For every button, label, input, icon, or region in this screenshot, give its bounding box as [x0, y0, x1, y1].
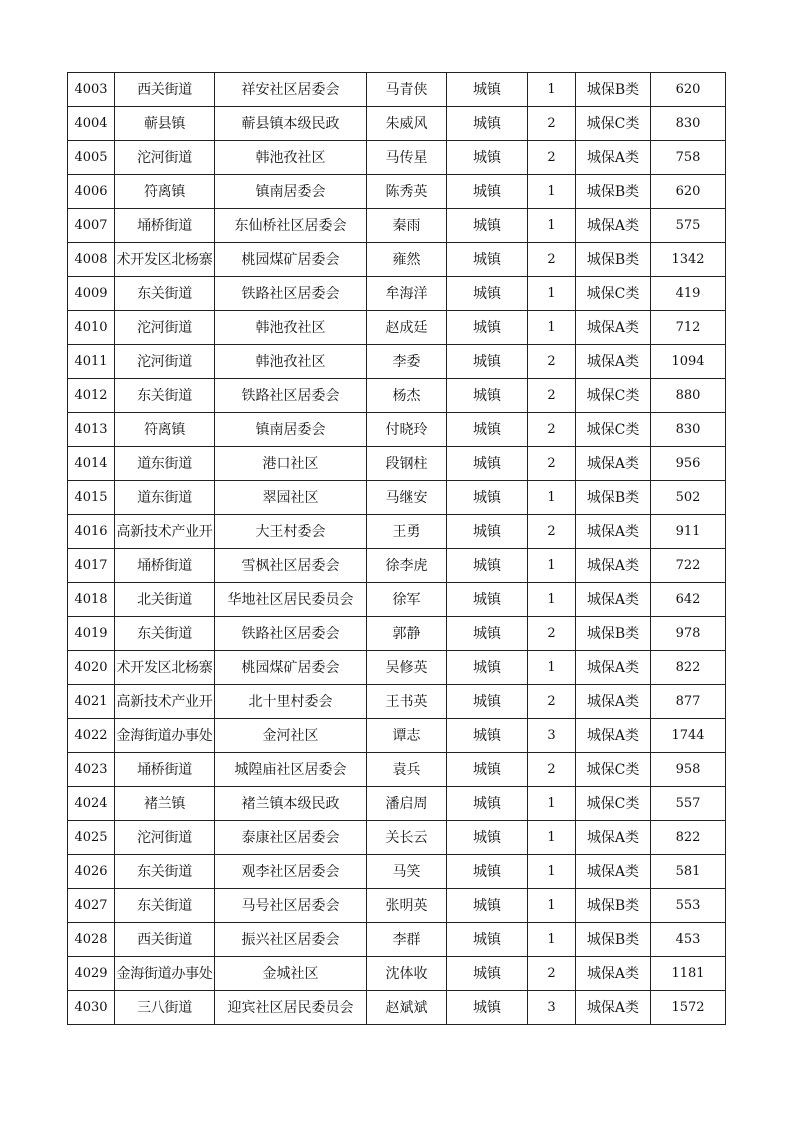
- cell-area: 城镇: [447, 583, 528, 617]
- cell-name: 付晓玲: [367, 413, 447, 447]
- cell-category: 城保A类: [576, 855, 651, 889]
- cell-category: 城保A类: [576, 583, 651, 617]
- cell-category: 城保A类: [576, 651, 651, 685]
- cell-street: 符离镇: [115, 175, 215, 209]
- table-row: [68, 277, 726, 311]
- cell-id: 4010: [68, 311, 115, 345]
- cell-name: 李委: [367, 345, 447, 379]
- cell-area: 城镇: [447, 787, 528, 821]
- cell-community: 桃园煤矿居委会: [215, 651, 367, 685]
- cell-id: 4007: [68, 209, 115, 243]
- cell-count: 1: [528, 821, 576, 855]
- table-row: [68, 957, 726, 991]
- cell-area: 城镇: [447, 73, 528, 107]
- cell-amount: 712: [651, 311, 726, 345]
- cell-id: 4025: [68, 821, 115, 855]
- cell-name: 徐李虎: [367, 549, 447, 583]
- cell-community: 金城社区: [215, 957, 367, 991]
- cell-amount: 557: [651, 787, 726, 821]
- table-row: [68, 379, 726, 413]
- cell-name: 王勇: [367, 515, 447, 549]
- cell-amount: 553: [651, 889, 726, 923]
- table-row: [68, 787, 726, 821]
- cell-street: 埇桥街道: [115, 549, 215, 583]
- cell-category: 城保B类: [576, 889, 651, 923]
- cell-name: 关长云: [367, 821, 447, 855]
- cell-community: 金河社区: [215, 719, 367, 753]
- cell-amount: 642: [651, 583, 726, 617]
- cell-category: 城保B类: [576, 923, 651, 957]
- cell-amount: 1342: [651, 243, 726, 277]
- cell-count: 3: [528, 991, 576, 1025]
- cell-amount: 1094: [651, 345, 726, 379]
- cell-street: 沱河街道: [115, 821, 215, 855]
- cell-category: 城保A类: [576, 515, 651, 549]
- cell-street: 三八街道: [115, 991, 215, 1025]
- cell-name: 沈体收: [367, 957, 447, 991]
- cell-area: 城镇: [447, 617, 528, 651]
- cell-area: 城镇: [447, 481, 528, 515]
- cell-area: 城镇: [447, 175, 528, 209]
- cell-category: 城保C类: [576, 277, 651, 311]
- cell-count: 2: [528, 447, 576, 481]
- table-row: [68, 413, 726, 447]
- cell-street: 高新技术产业开: [115, 515, 215, 549]
- cell-community: 北十里村委会: [215, 685, 367, 719]
- cell-category: 城保A类: [576, 311, 651, 345]
- table-row: [68, 753, 726, 787]
- cell-id: 4028: [68, 923, 115, 957]
- cell-name: 张明英: [367, 889, 447, 923]
- cell-category: 城保C类: [576, 753, 651, 787]
- cell-area: 城镇: [447, 923, 528, 957]
- cell-name: 马继安: [367, 481, 447, 515]
- cell-amount: 830: [651, 413, 726, 447]
- cell-category: 城保B类: [576, 73, 651, 107]
- cell-category: 城保B类: [576, 243, 651, 277]
- cell-amount: 502: [651, 481, 726, 515]
- table-row: [68, 651, 726, 685]
- cell-category: 城保A类: [576, 991, 651, 1025]
- cell-id: 4016: [68, 515, 115, 549]
- cell-category: 城保B类: [576, 481, 651, 515]
- cell-area: 城镇: [447, 107, 528, 141]
- cell-street: 东关街道: [115, 617, 215, 651]
- cell-community: 华地社区居民委员会: [215, 583, 367, 617]
- cell-category: 城保A类: [576, 821, 651, 855]
- cell-count: 1: [528, 209, 576, 243]
- cell-area: 城镇: [447, 413, 528, 447]
- cell-area: 城镇: [447, 651, 528, 685]
- table-row: [68, 821, 726, 855]
- cell-name: 秦雨: [367, 209, 447, 243]
- cell-area: 城镇: [447, 447, 528, 481]
- cell-community: 韩池孜社区: [215, 345, 367, 379]
- cell-amount: 822: [651, 821, 726, 855]
- cell-area: 城镇: [447, 685, 528, 719]
- cell-amount: 830: [651, 107, 726, 141]
- table-row: [68, 685, 726, 719]
- cell-amount: 911: [651, 515, 726, 549]
- cell-count: 1: [528, 889, 576, 923]
- cell-category: 城保A类: [576, 957, 651, 991]
- cell-count: 1: [528, 311, 576, 345]
- cell-street: 蕲县镇: [115, 107, 215, 141]
- table-row: [68, 719, 726, 753]
- cell-name: 朱威风: [367, 107, 447, 141]
- cell-name: 袁兵: [367, 753, 447, 787]
- cell-name: 吴修英: [367, 651, 447, 685]
- cell-id: 4029: [68, 957, 115, 991]
- cell-community: 韩池孜社区: [215, 141, 367, 175]
- cell-count: 2: [528, 107, 576, 141]
- cell-community: 大王村委会: [215, 515, 367, 549]
- cell-count: 1: [528, 175, 576, 209]
- cell-id: 4021: [68, 685, 115, 719]
- table-row: [68, 617, 726, 651]
- cell-area: 城镇: [447, 379, 528, 413]
- cell-count: 1: [528, 481, 576, 515]
- cell-id: 4015: [68, 481, 115, 515]
- cell-count: 2: [528, 379, 576, 413]
- cell-community: 城隍庙社区居委会: [215, 753, 367, 787]
- cell-area: 城镇: [447, 311, 528, 345]
- cell-amount: 1744: [651, 719, 726, 753]
- cell-id: 4008: [68, 243, 115, 277]
- table-row: [68, 923, 726, 957]
- cell-count: 2: [528, 617, 576, 651]
- cell-community: 铁路社区居委会: [215, 277, 367, 311]
- cell-amount: 620: [651, 175, 726, 209]
- cell-area: 城镇: [447, 243, 528, 277]
- cell-category: 城保C类: [576, 379, 651, 413]
- cell-community: 铁路社区居委会: [215, 617, 367, 651]
- cell-street: 术开发区北杨寨: [115, 243, 215, 277]
- cell-community: 蕲县镇本级民政: [215, 107, 367, 141]
- cell-id: 4027: [68, 889, 115, 923]
- cell-street: 金海街道办事处: [115, 719, 215, 753]
- cell-id: 4024: [68, 787, 115, 821]
- cell-count: 1: [528, 787, 576, 821]
- table-body: [68, 73, 726, 1025]
- cell-community: 祥安社区居委会: [215, 73, 367, 107]
- cell-street: 沱河街道: [115, 141, 215, 175]
- cell-id: 4017: [68, 549, 115, 583]
- cell-id: 4004: [68, 107, 115, 141]
- cell-name: 李群: [367, 923, 447, 957]
- cell-count: 1: [528, 277, 576, 311]
- cell-street: 高新技术产业开: [115, 685, 215, 719]
- cell-name: 谭志: [367, 719, 447, 753]
- cell-amount: 722: [651, 549, 726, 583]
- cell-amount: 1181: [651, 957, 726, 991]
- cell-street: 符离镇: [115, 413, 215, 447]
- cell-id: 4009: [68, 277, 115, 311]
- cell-name: 潘启周: [367, 787, 447, 821]
- cell-area: 城镇: [447, 277, 528, 311]
- cell-amount: 1572: [651, 991, 726, 1025]
- cell-name: 徐军: [367, 583, 447, 617]
- cell-id: 4019: [68, 617, 115, 651]
- cell-count: 3: [528, 719, 576, 753]
- cell-name: 杨杰: [367, 379, 447, 413]
- cell-community: 东仙桥社区居委会: [215, 209, 367, 243]
- cell-amount: 620: [651, 73, 726, 107]
- cell-amount: 575: [651, 209, 726, 243]
- table-row: [68, 73, 726, 107]
- cell-community: 镇南居委会: [215, 413, 367, 447]
- table-row: [68, 141, 726, 175]
- cell-count: 1: [528, 73, 576, 107]
- cell-category: 城保A类: [576, 549, 651, 583]
- table-row: [68, 175, 726, 209]
- cell-area: 城镇: [447, 855, 528, 889]
- cell-amount: 758: [651, 141, 726, 175]
- table-row: [68, 447, 726, 481]
- cell-count: 2: [528, 243, 576, 277]
- cell-amount: 978: [651, 617, 726, 651]
- cell-id: 4022: [68, 719, 115, 753]
- cell-name: 赵斌斌: [367, 991, 447, 1025]
- cell-area: 城镇: [447, 345, 528, 379]
- cell-id: 4030: [68, 991, 115, 1025]
- cell-amount: 956: [651, 447, 726, 481]
- cell-street: 沱河街道: [115, 345, 215, 379]
- cell-count: 2: [528, 753, 576, 787]
- cell-amount: 581: [651, 855, 726, 889]
- cell-area: 城镇: [447, 209, 528, 243]
- cell-area: 城镇: [447, 889, 528, 923]
- cell-street: 西关街道: [115, 73, 215, 107]
- cell-count: 2: [528, 141, 576, 175]
- cell-name: 牟海洋: [367, 277, 447, 311]
- cell-id: 4020: [68, 651, 115, 685]
- table-row: [68, 481, 726, 515]
- cell-amount: 822: [651, 651, 726, 685]
- cell-id: 4013: [68, 413, 115, 447]
- cell-street: 北关街道: [115, 583, 215, 617]
- cell-name: 马青侠: [367, 73, 447, 107]
- table-row: [68, 345, 726, 379]
- cell-area: 城镇: [447, 141, 528, 175]
- cell-community: 翠园社区: [215, 481, 367, 515]
- cell-id: 4006: [68, 175, 115, 209]
- cell-id: 4014: [68, 447, 115, 481]
- cell-community: 桃园煤矿居委会: [215, 243, 367, 277]
- table-row: [68, 107, 726, 141]
- cell-area: 城镇: [447, 549, 528, 583]
- cell-community: 观李社区居委会: [215, 855, 367, 889]
- cell-street: 东关街道: [115, 889, 215, 923]
- cell-id: 4018: [68, 583, 115, 617]
- cell-name: 陈秀英: [367, 175, 447, 209]
- cell-street: 术开发区北杨寨: [115, 651, 215, 685]
- cell-id: 4005: [68, 141, 115, 175]
- cell-amount: 880: [651, 379, 726, 413]
- cell-category: 城保B类: [576, 617, 651, 651]
- cell-name: 段钢柱: [367, 447, 447, 481]
- cell-amount: 453: [651, 923, 726, 957]
- cell-community: 马号社区居委会: [215, 889, 367, 923]
- cell-street: 西关街道: [115, 923, 215, 957]
- cell-street: 埇桥街道: [115, 753, 215, 787]
- cell-area: 城镇: [447, 753, 528, 787]
- cell-amount: 877: [651, 685, 726, 719]
- cell-count: 1: [528, 923, 576, 957]
- cell-area: 城镇: [447, 957, 528, 991]
- cell-category: 城保C类: [576, 787, 651, 821]
- table-row: [68, 583, 726, 617]
- cell-category: 城保B类: [576, 175, 651, 209]
- cell-count: 2: [528, 413, 576, 447]
- cell-count: 2: [528, 515, 576, 549]
- table-row: [68, 549, 726, 583]
- cell-category: 城保A类: [576, 719, 651, 753]
- cell-count: 2: [528, 957, 576, 991]
- cell-street: 道东街道: [115, 481, 215, 515]
- cell-street: 道东街道: [115, 447, 215, 481]
- cell-community: 迎宾社区居民委员会: [215, 991, 367, 1025]
- table-row: [68, 209, 726, 243]
- cell-count: 1: [528, 855, 576, 889]
- cell-count: 1: [528, 583, 576, 617]
- cell-amount: 958: [651, 753, 726, 787]
- cell-name: 王书英: [367, 685, 447, 719]
- cell-street: 东关街道: [115, 277, 215, 311]
- cell-community: 泰康社区居委会: [215, 821, 367, 855]
- cell-area: 城镇: [447, 515, 528, 549]
- cell-category: 城保A类: [576, 209, 651, 243]
- cell-street: 东关街道: [115, 855, 215, 889]
- cell-street: 沱河街道: [115, 311, 215, 345]
- cell-category: 城保A类: [576, 141, 651, 175]
- cell-name: 马笑: [367, 855, 447, 889]
- cell-name: 赵成廷: [367, 311, 447, 345]
- cell-category: 城保C类: [576, 107, 651, 141]
- cell-count: 1: [528, 549, 576, 583]
- cell-category: 城保A类: [576, 685, 651, 719]
- cell-id: 4003: [68, 73, 115, 107]
- table-row: [68, 515, 726, 549]
- table-row: [68, 991, 726, 1025]
- cell-street: 金海街道办事处: [115, 957, 215, 991]
- cell-street: 褚兰镇: [115, 787, 215, 821]
- cell-category: 城保C类: [576, 413, 651, 447]
- cell-name: 郭静: [367, 617, 447, 651]
- data-table: [67, 72, 726, 1025]
- cell-id: 4012: [68, 379, 115, 413]
- cell-amount: 419: [651, 277, 726, 311]
- cell-community: 港口社区: [215, 447, 367, 481]
- cell-count: 1: [528, 651, 576, 685]
- table-row: [68, 243, 726, 277]
- cell-area: 城镇: [447, 991, 528, 1025]
- cell-community: 韩池孜社区: [215, 311, 367, 345]
- cell-name: 雍然: [367, 243, 447, 277]
- cell-category: 城保A类: [576, 447, 651, 481]
- cell-community: 铁路社区居委会: [215, 379, 367, 413]
- cell-street: 埇桥街道: [115, 209, 215, 243]
- cell-street: 东关街道: [115, 379, 215, 413]
- cell-community: 振兴社区居委会: [215, 923, 367, 957]
- cell-area: 城镇: [447, 821, 528, 855]
- table-row: [68, 889, 726, 923]
- cell-name: 马传星: [367, 141, 447, 175]
- cell-category: 城保A类: [576, 345, 651, 379]
- cell-count: 2: [528, 685, 576, 719]
- cell-area: 城镇: [447, 719, 528, 753]
- cell-community: 雪枫社区居委会: [215, 549, 367, 583]
- cell-id: 4011: [68, 345, 115, 379]
- table-row: [68, 311, 726, 345]
- table-row: [68, 855, 726, 889]
- cell-community: 褚兰镇本级民政: [215, 787, 367, 821]
- cell-id: 4026: [68, 855, 115, 889]
- cell-community: 镇南居委会: [215, 175, 367, 209]
- cell-id: 4023: [68, 753, 115, 787]
- cell-count: 2: [528, 345, 576, 379]
